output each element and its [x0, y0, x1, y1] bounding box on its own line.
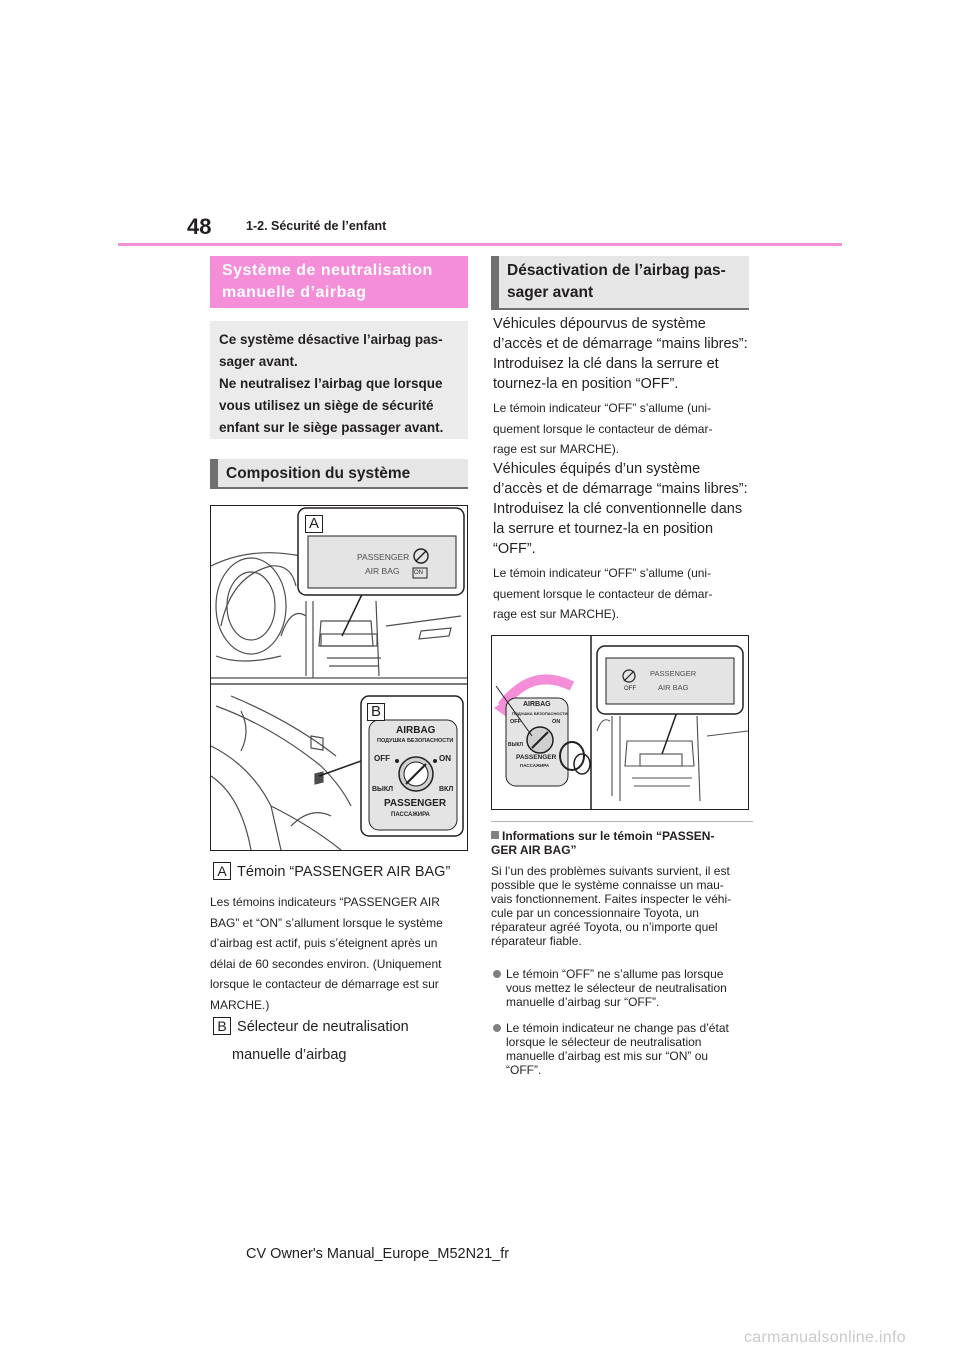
bullet-line: manuelle d’airbag est mis sur “ON” ou	[506, 1049, 709, 1063]
item-a-desc-line: lorsque le contacteur de démarrage est sur	[210, 977, 439, 991]
bullet-line: vous mettez le sélecteur de neutralisation	[506, 981, 727, 995]
square-bullet-icon	[491, 831, 499, 839]
switch-airbag-text: AIRBAG	[523, 701, 551, 708]
info-divider	[491, 821, 753, 822]
item-b-label-row	[213, 1017, 409, 1037]
item-a-desc-line: BAG” et “ON” s’allument lorsque le système	[210, 915, 443, 930]
intro-line: enfant sur le siège passager avant.	[219, 420, 444, 435]
bullet-dot-icon	[493, 970, 501, 978]
para-line: d’accès et de démarrage “mains libres”:	[493, 336, 748, 352]
bullet-line: Le témoin indicateur ne change pas d’état	[506, 1021, 729, 1035]
info-line: possible que le système connaisse un mau-	[491, 878, 724, 892]
intro-line: Ne neutralisez l’airbag que lorsque	[219, 376, 443, 391]
para-line: la serrure et tournez-la en position	[493, 521, 714, 537]
key-turn-figure	[491, 635, 749, 810]
info-line: cule par un concessionnaire Toyota, un	[491, 906, 699, 920]
item-a-desc-line: délai de 60 secondes environ. (Uniquement	[210, 956, 442, 971]
indicator-on-badge: ON	[414, 570, 423, 576]
bullet-line: lorsque le sélecteur de neutralisation	[506, 1035, 702, 1049]
info-line: réparateur agréé Toyota, ou n’importe quel	[491, 920, 718, 934]
indicator-passenger-text: PASSENGER	[357, 552, 410, 562]
para-line: Véhicules équipés d’un système	[493, 461, 701, 477]
switch-on-text: ON	[439, 754, 451, 763]
header-divider	[118, 243, 842, 246]
note-line: quement lorsque le contacteur de démar-	[493, 586, 713, 601]
no-smart-key-paragraph	[493, 314, 755, 394]
switch-passenger-ru-text: ПАССАЖИРА	[391, 812, 430, 818]
info-heading-line: Informations sur le témoin “PASSEN-	[502, 829, 715, 843]
info-line: vais fonctionnement. Faites inspecter le véhi-	[491, 892, 732, 906]
bullet-line: manuelle d’airbag sur “OFF”.	[506, 995, 660, 1009]
bullet-item	[493, 1021, 766, 1077]
item-a-desc-line: Les témoins indicateurs “PASSENGER AIR	[210, 895, 440, 909]
para-line: d’accès et de démarrage “mains libres”:	[493, 481, 748, 497]
item-a-label-row	[213, 862, 450, 882]
note-line: Le témoin indicateur “OFF” s’allume (uni-	[493, 566, 712, 580]
switch-on-ru-text: ВКЛ	[439, 786, 454, 793]
item-b-label-cont: manuelle d’airbag	[232, 1047, 347, 1063]
item-b-letter: B	[213, 1017, 231, 1035]
info-line: Si l’un des problèmes suivants survient, il est	[491, 864, 730, 878]
item-a-description	[210, 892, 472, 1015]
callout-a-label: A	[305, 515, 323, 533]
note-line: rage est sur MARCHE).	[493, 607, 620, 621]
deactivation-heading-line: Désactivation de l’airbag pas-	[507, 262, 726, 279]
system-composition-figure	[210, 505, 468, 851]
key-switch-illustration	[492, 636, 748, 809]
switch-on-text: ON	[552, 719, 561, 725]
smart-key-note	[493, 563, 755, 625]
switch-passenger-text: PASSENGER	[516, 754, 557, 761]
indicator-airbag-text: AIR BAG	[658, 683, 689, 692]
note-line: quement lorsque le contacteur de démar-	[493, 421, 713, 436]
intro-line: vous utilisez un siège de sécurité	[219, 398, 434, 413]
no-smart-key-note	[493, 398, 755, 460]
switch-airbag-ru-text: ПОДУШКА БЕЗОПАСНОСТИ	[377, 738, 454, 744]
para-line: Introduisez la clé conventionnelle dans	[493, 501, 743, 517]
item-a-desc-line: d’airbag est actif, puis s’éteignent après un	[210, 936, 438, 950]
item-b-label: Sélecteur de neutralisation	[237, 1019, 409, 1035]
item-a-letter: A	[213, 862, 231, 880]
info-line: réparateur fiable.	[491, 934, 582, 948]
intro-line: sager avant.	[219, 354, 298, 369]
bullet-item	[493, 967, 766, 1009]
switch-airbag-ru-text: ПОДУШКА БЕЗОПАСНОСТИ	[512, 711, 568, 716]
switch-off-ru-text: ВЫКЛ	[372, 786, 394, 793]
switch-off-ru-text: ВЫКЛ	[508, 742, 524, 748]
manual-id-footer: CV Owner's Manual_Europe_M52N21_fr	[246, 1246, 510, 1262]
intro-box	[210, 321, 468, 439]
para-line: “OFF”.	[493, 541, 536, 557]
section-title: 1-2. Sécurité de l’enfant	[246, 219, 387, 233]
bullet-line: Le témoin “OFF” ne s’allume pas lorsque	[506, 967, 724, 981]
switch-passenger-ru-text: ПАССАЖИРА	[520, 763, 550, 768]
bullet-line: “OFF”.	[506, 1063, 542, 1077]
note-line: rage est sur MARCHE).	[493, 442, 620, 456]
item-a-label: Témoin “PASSENGER AIR BAG”	[237, 864, 451, 880]
callout-b-label: B	[367, 703, 385, 721]
para-line: Introduisez la clé dans la serrure et	[493, 356, 719, 372]
deactivation-heading-line: sager avant	[507, 284, 594, 301]
indicator-passenger-text: PASSENGER	[650, 669, 697, 678]
para-line: tournez-la en position “OFF”.	[493, 376, 679, 392]
smart-key-paragraph	[493, 459, 755, 559]
composition-heading-text: Composition du système	[226, 465, 411, 482]
switch-passenger-text: PASSENGER	[384, 798, 447, 809]
manual-airbag-cutoff-heading: Système de neutralisation manuelle d’airbag	[210, 256, 468, 308]
item-a-desc-line: MARCHE.)	[210, 997, 270, 1012]
switch-off-text: OFF	[374, 754, 390, 763]
deactivation-heading	[491, 256, 749, 310]
info-text	[491, 864, 756, 948]
indicator-airbag-text: AIR BAG	[365, 566, 400, 576]
bullet-dot-icon	[493, 1024, 501, 1032]
intro-line: Ce système désactive l’airbag pas-	[219, 332, 443, 347]
para-line: Véhicules dépourvus de système	[493, 316, 706, 332]
info-heading	[491, 829, 753, 857]
switch-off-text: OFF	[510, 719, 521, 725]
note-line: Le témoin indicateur “OFF” s’allume (uni-	[493, 401, 712, 415]
composition-heading	[210, 459, 468, 489]
info-heading-line: GER AIR BAG”	[491, 843, 577, 857]
site-watermark: carmanualsonline.info	[744, 1329, 906, 1346]
indicator-off-text: OFF	[624, 686, 636, 692]
page-number: 48	[187, 214, 212, 239]
switch-airbag-text: AIRBAG	[396, 725, 436, 736]
